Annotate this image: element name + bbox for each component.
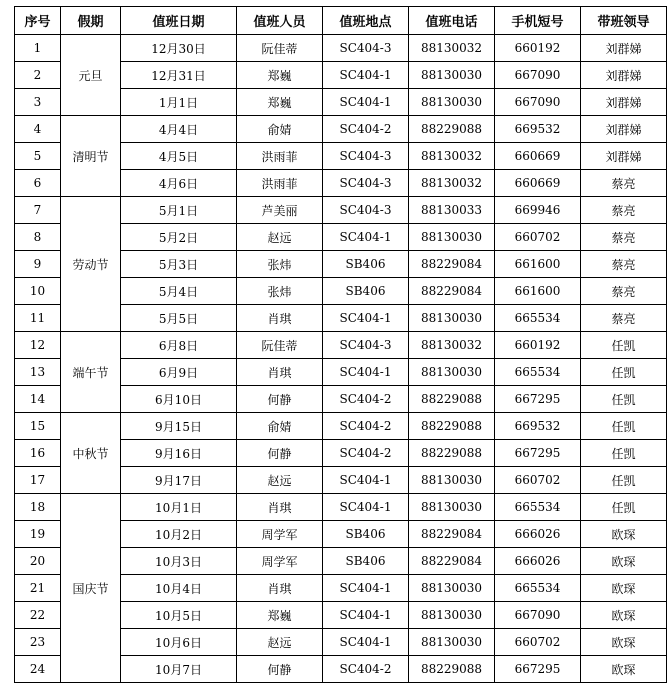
row-number: 22 bbox=[15, 602, 61, 629]
header-row bbox=[15, 7, 667, 35]
duty-date: 6月10日 bbox=[121, 386, 237, 413]
duty-phone: 88130030 bbox=[409, 602, 495, 629]
duty-leader: 蔡亮 bbox=[581, 197, 667, 224]
duty-location: SC404-2 bbox=[323, 656, 409, 683]
duty-leader: 欧琛 bbox=[581, 656, 667, 683]
duty-date: 10月1日 bbox=[121, 494, 237, 521]
duty-phone: 88229088 bbox=[409, 116, 495, 143]
duty-short-number: 667090 bbox=[495, 602, 581, 629]
duty-person: 周学军 bbox=[237, 548, 323, 575]
duty-short-number: 660669 bbox=[495, 143, 581, 170]
duty-location: SC404-1 bbox=[323, 575, 409, 602]
duty-location: SC404-2 bbox=[323, 116, 409, 143]
duty-leader: 蔡亮 bbox=[581, 224, 667, 251]
duty-location: SC404-3 bbox=[323, 197, 409, 224]
duty-person: 郑巍 bbox=[237, 602, 323, 629]
duty-person: 肖琪 bbox=[237, 305, 323, 332]
duty-person: 郑巍 bbox=[237, 89, 323, 116]
duty-date: 5月4日 bbox=[121, 278, 237, 305]
table-row bbox=[15, 197, 667, 224]
duty-date: 4月5日 bbox=[121, 143, 237, 170]
duty-leader: 欧琛 bbox=[581, 575, 667, 602]
duty-person: 俞婧 bbox=[237, 413, 323, 440]
holiday-name: 端午节 bbox=[61, 332, 121, 413]
duty-short-number: 665534 bbox=[495, 575, 581, 602]
row-number: 3 bbox=[15, 89, 61, 116]
duty-person: 赵远 bbox=[237, 467, 323, 494]
duty-leader: 任凯 bbox=[581, 359, 667, 386]
duty-phone: 88229088 bbox=[409, 440, 495, 467]
duty-date: 9月15日 bbox=[121, 413, 237, 440]
duty-person: 俞婧 bbox=[237, 116, 323, 143]
duty-date: 4月6日 bbox=[121, 170, 237, 197]
row-number: 5 bbox=[15, 143, 61, 170]
duty-phone: 88130030 bbox=[409, 467, 495, 494]
duty-short-number: 660669 bbox=[495, 170, 581, 197]
header-phone: 值班电话 bbox=[409, 7, 495, 35]
duty-person: 阮佳蒂 bbox=[237, 35, 323, 62]
duty-phone: 88229088 bbox=[409, 413, 495, 440]
duty-leader: 任凯 bbox=[581, 413, 667, 440]
duty-location: SC404-3 bbox=[323, 332, 409, 359]
duty-short-number: 666026 bbox=[495, 548, 581, 575]
duty-short-number: 660192 bbox=[495, 332, 581, 359]
duty-short-number: 667295 bbox=[495, 386, 581, 413]
duty-date: 10月3日 bbox=[121, 548, 237, 575]
duty-location: SC404-1 bbox=[323, 629, 409, 656]
duty-person: 张炜 bbox=[237, 251, 323, 278]
duty-date: 12月30日 bbox=[121, 35, 237, 62]
row-number: 8 bbox=[15, 224, 61, 251]
duty-location: SC404-1 bbox=[323, 494, 409, 521]
header-no: 序号 bbox=[15, 7, 61, 35]
duty-location: SC404-1 bbox=[323, 467, 409, 494]
row-number: 10 bbox=[15, 278, 61, 305]
table-row bbox=[15, 35, 667, 62]
duty-leader: 任凯 bbox=[581, 494, 667, 521]
duty-short-number: 661600 bbox=[495, 251, 581, 278]
duty-person: 周学军 bbox=[237, 521, 323, 548]
duty-phone: 88130030 bbox=[409, 359, 495, 386]
duty-phone: 88130030 bbox=[409, 629, 495, 656]
duty-short-number: 665534 bbox=[495, 305, 581, 332]
duty-location: SC404-3 bbox=[323, 35, 409, 62]
duty-person: 肖琪 bbox=[237, 359, 323, 386]
row-number: 13 bbox=[15, 359, 61, 386]
duty-date: 10月5日 bbox=[121, 602, 237, 629]
duty-location: SC404-1 bbox=[323, 305, 409, 332]
duty-phone: 88229084 bbox=[409, 251, 495, 278]
duty-short-number: 667090 bbox=[495, 89, 581, 116]
duty-person: 阮佳蒂 bbox=[237, 332, 323, 359]
duty-location: SC404-1 bbox=[323, 602, 409, 629]
duty-leader: 蔡亮 bbox=[581, 251, 667, 278]
duty-phone: 88130032 bbox=[409, 143, 495, 170]
duty-phone: 88130030 bbox=[409, 494, 495, 521]
duty-location: SC404-1 bbox=[323, 224, 409, 251]
row-number: 21 bbox=[15, 575, 61, 602]
row-number: 14 bbox=[15, 386, 61, 413]
duty-short-number: 666026 bbox=[495, 521, 581, 548]
header-location: 值班地点 bbox=[323, 7, 409, 35]
duty-date: 10月2日 bbox=[121, 521, 237, 548]
duty-location: SC404-3 bbox=[323, 170, 409, 197]
table-row bbox=[15, 413, 667, 440]
duty-location: SC404-1 bbox=[323, 89, 409, 116]
duty-date: 10月4日 bbox=[121, 575, 237, 602]
duty-leader: 蔡亮 bbox=[581, 305, 667, 332]
holiday-name: 劳动节 bbox=[61, 197, 121, 332]
duty-date: 5月1日 bbox=[121, 197, 237, 224]
header-holiday: 假期 bbox=[61, 7, 121, 35]
holiday-name: 清明节 bbox=[61, 116, 121, 197]
row-number: 15 bbox=[15, 413, 61, 440]
duty-leader: 欧琛 bbox=[581, 629, 667, 656]
table-row bbox=[15, 494, 667, 521]
duty-phone: 88130030 bbox=[409, 575, 495, 602]
row-number: 4 bbox=[15, 116, 61, 143]
row-number: 1 bbox=[15, 35, 61, 62]
duty-leader: 刘群娣 bbox=[581, 62, 667, 89]
duty-date: 5月2日 bbox=[121, 224, 237, 251]
duty-location: SC404-1 bbox=[323, 62, 409, 89]
duty-phone: 88130030 bbox=[409, 305, 495, 332]
duty-short-number: 667090 bbox=[495, 62, 581, 89]
duty-phone: 88229084 bbox=[409, 278, 495, 305]
duty-person: 洪雨菲 bbox=[237, 143, 323, 170]
duty-person: 赵远 bbox=[237, 629, 323, 656]
header-short-number: 手机短号 bbox=[495, 7, 581, 35]
duty-phone: 88130032 bbox=[409, 170, 495, 197]
duty-schedule-table bbox=[14, 6, 667, 683]
duty-person: 何静 bbox=[237, 440, 323, 467]
duty-short-number: 667295 bbox=[495, 656, 581, 683]
duty-phone: 88130032 bbox=[409, 35, 495, 62]
duty-person: 肖琪 bbox=[237, 575, 323, 602]
duty-phone: 88229088 bbox=[409, 386, 495, 413]
row-number: 2 bbox=[15, 62, 61, 89]
duty-leader: 欧琛 bbox=[581, 602, 667, 629]
duty-person: 肖琪 bbox=[237, 494, 323, 521]
duty-location: SC404-2 bbox=[323, 386, 409, 413]
duty-person: 芦美丽 bbox=[237, 197, 323, 224]
duty-short-number: 669946 bbox=[495, 197, 581, 224]
table-row bbox=[15, 332, 667, 359]
duty-short-number: 669532 bbox=[495, 413, 581, 440]
row-number: 17 bbox=[15, 467, 61, 494]
holiday-name: 国庆节 bbox=[61, 494, 121, 683]
duty-short-number: 660192 bbox=[495, 35, 581, 62]
duty-leader: 蔡亮 bbox=[581, 278, 667, 305]
duty-date: 9月17日 bbox=[121, 467, 237, 494]
holiday-name: 元旦 bbox=[61, 35, 121, 116]
duty-leader: 刘群娣 bbox=[581, 89, 667, 116]
row-number: 11 bbox=[15, 305, 61, 332]
duty-location: SB406 bbox=[323, 521, 409, 548]
duty-short-number: 669532 bbox=[495, 116, 581, 143]
duty-date: 9月16日 bbox=[121, 440, 237, 467]
row-number: 12 bbox=[15, 332, 61, 359]
duty-person: 赵远 bbox=[237, 224, 323, 251]
duty-short-number: 665534 bbox=[495, 494, 581, 521]
duty-location: SC404-1 bbox=[323, 359, 409, 386]
duty-leader: 欧琛 bbox=[581, 521, 667, 548]
duty-phone: 88229084 bbox=[409, 548, 495, 575]
duty-phone: 88130032 bbox=[409, 332, 495, 359]
table-row bbox=[15, 116, 667, 143]
row-number: 23 bbox=[15, 629, 61, 656]
duty-leader: 刘群娣 bbox=[581, 143, 667, 170]
table-body bbox=[15, 35, 667, 683]
header-date: 值班日期 bbox=[121, 7, 237, 35]
duty-date: 12月31日 bbox=[121, 62, 237, 89]
duty-leader: 刘群娣 bbox=[581, 35, 667, 62]
duty-location: SB406 bbox=[323, 548, 409, 575]
row-number: 7 bbox=[15, 197, 61, 224]
duty-short-number: 661600 bbox=[495, 278, 581, 305]
duty-location: SC404-3 bbox=[323, 143, 409, 170]
row-number: 9 bbox=[15, 251, 61, 278]
duty-location: SC404-2 bbox=[323, 413, 409, 440]
duty-short-number: 660702 bbox=[495, 467, 581, 494]
duty-phone: 88130030 bbox=[409, 89, 495, 116]
duty-date: 10月6日 bbox=[121, 629, 237, 656]
duty-leader: 任凯 bbox=[581, 332, 667, 359]
duty-short-number: 660702 bbox=[495, 629, 581, 656]
duty-location: SB406 bbox=[323, 251, 409, 278]
duty-date: 1月1日 bbox=[121, 89, 237, 116]
duty-person: 张炜 bbox=[237, 278, 323, 305]
duty-person: 何静 bbox=[237, 386, 323, 413]
duty-phone: 88130030 bbox=[409, 224, 495, 251]
header-leader: 带班领导 bbox=[581, 7, 667, 35]
row-number: 16 bbox=[15, 440, 61, 467]
duty-short-number: 667295 bbox=[495, 440, 581, 467]
duty-phone: 88130033 bbox=[409, 197, 495, 224]
row-number: 6 bbox=[15, 170, 61, 197]
duty-leader: 欧琛 bbox=[581, 548, 667, 575]
duty-location: SC404-2 bbox=[323, 440, 409, 467]
duty-date: 10月7日 bbox=[121, 656, 237, 683]
duty-date: 4月4日 bbox=[121, 116, 237, 143]
duty-short-number: 665534 bbox=[495, 359, 581, 386]
duty-phone: 88229088 bbox=[409, 656, 495, 683]
duty-phone: 88229084 bbox=[409, 521, 495, 548]
duty-leader: 任凯 bbox=[581, 440, 667, 467]
duty-leader: 任凯 bbox=[581, 467, 667, 494]
duty-date: 5月3日 bbox=[121, 251, 237, 278]
duty-phone: 88130030 bbox=[409, 62, 495, 89]
row-number: 24 bbox=[15, 656, 61, 683]
row-number: 18 bbox=[15, 494, 61, 521]
row-number: 20 bbox=[15, 548, 61, 575]
duty-date: 6月8日 bbox=[121, 332, 237, 359]
row-number: 19 bbox=[15, 521, 61, 548]
duty-location: SB406 bbox=[323, 278, 409, 305]
header-person: 值班人员 bbox=[237, 7, 323, 35]
duty-person: 何静 bbox=[237, 656, 323, 683]
duty-short-number: 660702 bbox=[495, 224, 581, 251]
duty-person: 郑巍 bbox=[237, 62, 323, 89]
holiday-name: 中秋节 bbox=[61, 413, 121, 494]
duty-leader: 任凯 bbox=[581, 386, 667, 413]
duty-leader: 蔡亮 bbox=[581, 170, 667, 197]
duty-leader: 刘群娣 bbox=[581, 116, 667, 143]
duty-person: 洪雨菲 bbox=[237, 170, 323, 197]
duty-date: 5月5日 bbox=[121, 305, 237, 332]
duty-date: 6月9日 bbox=[121, 359, 237, 386]
